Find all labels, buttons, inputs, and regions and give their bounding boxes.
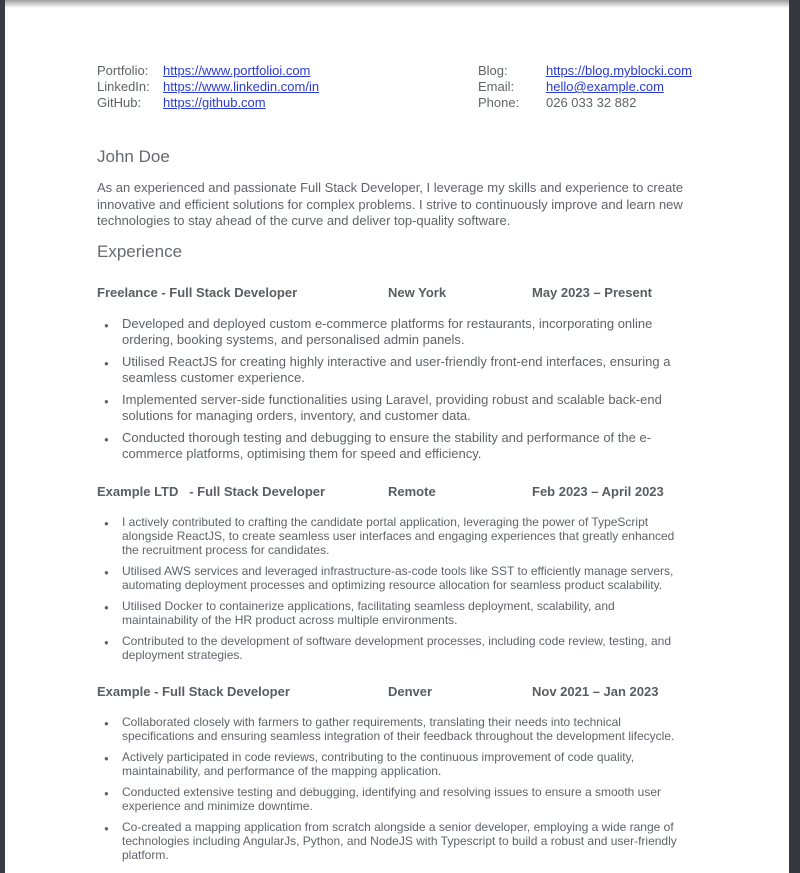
person-name: John Doe — [97, 147, 170, 166]
bullet-marker-icon: ● — [104, 434, 109, 444]
job-bullet-list — [97, 316, 677, 462]
linkedin-link[interactable]: https://www.linkedin.com/in — [163, 79, 320, 94]
bullet-item — [97, 430, 677, 462]
job-bullet-list — [97, 715, 694, 862]
job-title: Example LTD - Full Stack Developer — [97, 483, 326, 499]
bullet-text: Utilised ReactJS for creating highly interactive and user-friendly front-end interfaces, ensuring a seamless customer experience. — [122, 353, 671, 385]
job-header — [97, 285, 709, 300]
linkedin-label: LinkedIn: — [97, 79, 150, 94]
bullet-text: Implemented server-side functionalities using Laravel, providing robust and scalable back-end solutions for managing orders, inventory, and customer data. — [122, 391, 662, 423]
bullet-marker-icon: ● — [104, 358, 109, 368]
bullet-marker-icon: ● — [104, 718, 109, 728]
viewer-edge-right — [789, 0, 800, 873]
github-link[interactable]: https://github.com — [163, 95, 266, 110]
bullet-item — [97, 820, 694, 862]
job-location: Remote — [388, 483, 436, 499]
bullet-text: Contributed to the development of software development processes, including code review, testing, and deployment strategies. — [122, 633, 671, 662]
phone-label: Phone: — [478, 95, 520, 110]
bullet-text: Collaborated closely with farmers to gather requirements, translating their needs into technical specifications and ensuring seamless integration of their feedback throughout the development lifecycle. — [122, 714, 675, 743]
bullet-text: Conducted extensive testing and debugging, identifying and resolving issues to ensure a smooth user experience and minimize downtime. — [122, 784, 662, 813]
phone-value: 026 033 32 882 — [546, 95, 637, 110]
portfolio-label: Portfolio: — [97, 63, 149, 78]
contact-row-email — [478, 79, 692, 95]
job-bullet-list — [97, 515, 694, 662]
document-page — [97, 63, 709, 862]
bullet-marker-icon: ● — [104, 637, 109, 647]
contact-block — [97, 63, 709, 111]
job-location: Denver — [388, 683, 433, 699]
bullet-item — [97, 599, 694, 627]
bullet-item — [97, 785, 694, 813]
email-link[interactable]: hello@example.com — [546, 79, 664, 94]
bullet-item — [97, 316, 677, 348]
bullet-item — [97, 564, 694, 592]
bullet-item — [97, 354, 677, 386]
bullet-item — [97, 634, 694, 662]
job-title: Freelance - Full Stack Developer — [97, 284, 298, 300]
email-label: Email: — [478, 79, 515, 94]
bullet-marker-icon: ● — [104, 788, 109, 798]
portfolio-link[interactable]: https://www.portfolioi.com — [163, 63, 311, 78]
contact-right-column — [478, 63, 692, 111]
experience-section-heading: Experience — [97, 241, 183, 261]
blog-label: Blog: — [478, 63, 508, 78]
job-location: New York — [388, 284, 447, 300]
job-dates: Feb 2023 – April 2023 — [532, 483, 664, 499]
bullet-text: Utilised Docker to containerize applications, facilitating seamless deployment, scalability, and maintainability of the HR product across multiple environments. — [122, 598, 615, 627]
blog-link[interactable]: https://blog.myblocki.com — [546, 63, 692, 78]
summary-paragraph: As an experienced and passionate Full Stack Developer, I leverage my skills and experience to create innovative and efficient solutions for complex problems. I strive to continuously improve and learn new technologies to stay ahead of the curve and deliver top-quality software. — [97, 180, 684, 228]
page-top-shadow — [0, 0, 800, 8]
bullet-item — [97, 515, 694, 557]
bullet-marker-icon: ● — [104, 320, 109, 330]
bullet-text: Conducted thorough testing and debugging to ensure the stability and performance of the e-commerce platforms, optimising them for speed and efficiency. — [122, 429, 652, 461]
bullet-marker-icon: ● — [104, 518, 109, 528]
job-dates: Nov 2021 – Jan 2023 — [532, 683, 659, 699]
job-dates: May 2023 – Present — [532, 284, 652, 300]
contact-row-phone — [478, 95, 692, 111]
bullet-text: I actively contributed to crafting the candidate portal application, leveraging the power of TypeScript alongside ReactJS, to create seamless user interfaces and engaging experiences that greatly enhanced the recruitment process for candidates. — [122, 514, 675, 557]
job-title: Example - Full Stack Developer — [97, 683, 290, 699]
bullet-text: Utilised AWS services and leveraged infrastructure-as-code tools like SST to efficiently manage servers, automating deployment processes and optimizing resource allocation for seamless product scalability. — [122, 563, 674, 592]
bullet-marker-icon: ● — [104, 567, 109, 577]
viewer-edge-left — [0, 0, 5, 873]
bullet-item — [97, 392, 677, 424]
bullet-text: Actively participated in code reviews, contributing to the continuous improvement of code quality, maintainability, and performance of the mapping application. — [122, 749, 635, 778]
bullet-item — [97, 750, 694, 778]
bullet-marker-icon: ● — [104, 602, 109, 612]
github-label: GitHub: — [97, 95, 142, 110]
bullet-marker-icon: ● — [104, 396, 109, 406]
bullet-text: Developed and deployed custom e-commerce platforms for restaurants, incorporating online ordering, booking systems, and personalised admin panels. — [122, 315, 653, 347]
job-header — [97, 484, 709, 499]
bullet-item — [97, 715, 694, 743]
bullet-marker-icon: ● — [104, 823, 109, 833]
job-header — [97, 684, 709, 699]
contact-row-blog — [478, 63, 692, 79]
bullet-marker-icon: ● — [104, 753, 109, 763]
bullet-text: Co-created a mapping application from scratch alongside a senior developer, employing a wide range of technologies including AngularJs, Python, and NodeJS with Typescript to build a robust and user-friendly platform. — [122, 819, 677, 862]
